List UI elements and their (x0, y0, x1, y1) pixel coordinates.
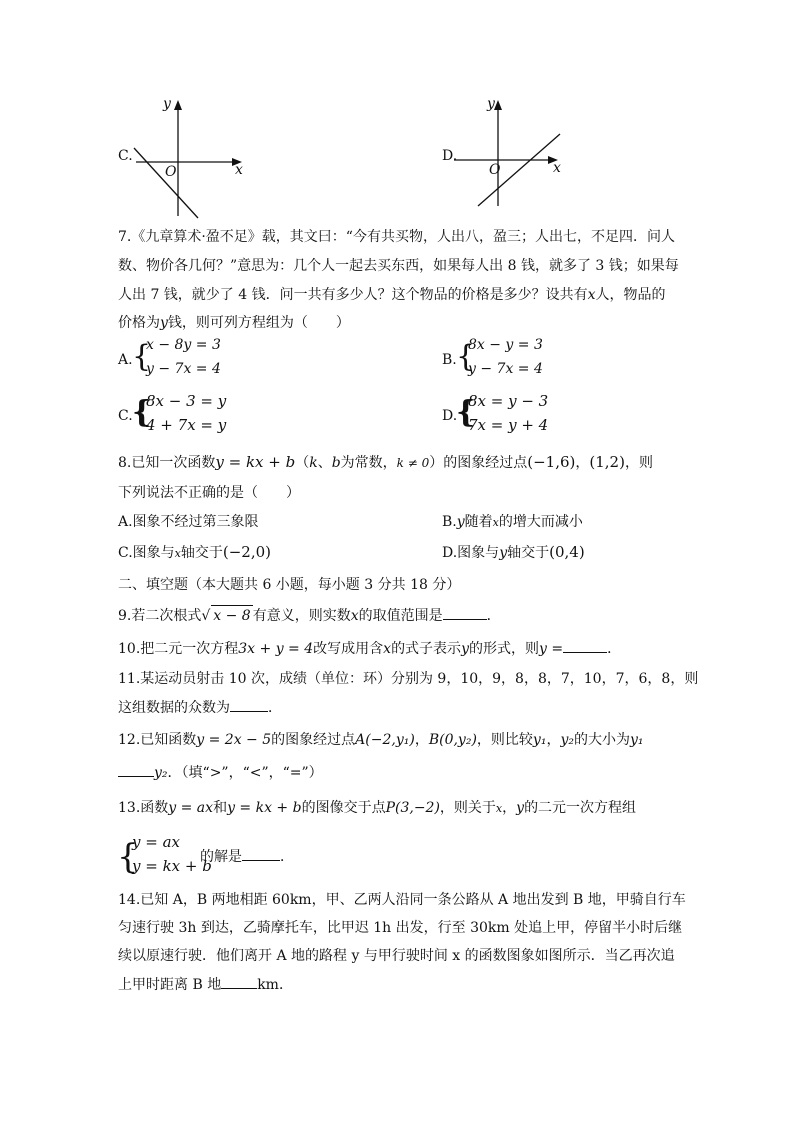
q10-answer-blank[interactable] (563, 638, 607, 653)
q8-option-a: A.图象不经过第三象限 (118, 514, 259, 530)
graph-c-origin: O (165, 164, 177, 180)
q8-line-2: 下列说法不正确的是（ ） (118, 485, 300, 501)
q8-option-b: B.y随着x的增大而减小 (442, 514, 583, 530)
q7-option-b-label: B. (442, 352, 457, 368)
graph-d-y-label: y (487, 96, 495, 112)
q7-option-d-system: 8x = y − 3 7x = y + 4 (468, 392, 549, 434)
q7-line-1: 7.《九章算术·盈不足》载，其文曰：“今有共买物，人出八，盈三；人出七，不足四．问人 (118, 229, 675, 245)
q7-option-c-system: 8x − 3 = y 4 + 7x = y (146, 392, 227, 434)
q7-option-b-system: 8x − y = 3 y − 7x = 4 (468, 337, 543, 377)
q14-line-2: 匀速行驶 3h 到达，乙骑摩托车，比甲迟 1h 出发，行至 30km 处追上甲，停留半小时后继 (118, 920, 683, 936)
q10-line: 10.把二元一次方程3x + y = 4改写成用含x的式子表示y的形式，则y = ． (118, 638, 621, 659)
q12-line-1: 12.已知函数y = 2x − 5的图象经过点A(−2,y₁)，B(0,y₂)，则比较y₁，y₂的大小为y₁ (118, 732, 644, 748)
q13-solution-prompt: 的解是 ． (200, 846, 294, 867)
graph-c-y-label: y (163, 96, 171, 112)
q7-option-d-brace: { (456, 395, 476, 430)
q7-line-3: 人出 7 钱，就少了 4 钱．问一共有多少人？这个物品的价格是多少？设共有x人，物品的 (118, 287, 666, 303)
graph-d-origin: O (489, 162, 501, 178)
q13-line-1: 13.函数y = ax和y = kx + b的图像交于点P(3,−2)，则关于x，y的二元一次方程组 (118, 800, 637, 816)
q7-option-d-label: D. (442, 408, 458, 424)
q7-line-2: 数、物价各几何？”意思为：几个人一起去买东西，如果每人出 8 钱，就多了 3 钱；如果每 (118, 258, 679, 274)
q12-line-2: y₂．（填“>”，“<”，“=”） (118, 762, 323, 783)
q11-line-1: 11.某运动员射击 10 次，成绩（单位：环）分别为 9，10，9，8，8，7，10，7，6，8，则 (118, 671, 699, 687)
q14-line-3: 续以原速行驶．他们离开 A 地的路程 y 与甲行驶时间 x 的函数图象如图所示．当乙再次追 (118, 948, 675, 964)
graph-c-x-label: x (235, 162, 243, 178)
q7-option-a-label: A. (118, 352, 133, 368)
q14-line-4: 上甲时距离 B 地 km． (118, 974, 293, 995)
q14-line-1: 14.已知 A，B 两地相距 60km，甲、乙两人沿同一条公路从 A 地出发到 B 地，甲骑自行车 (118, 892, 686, 908)
graph-d-x-label: x (553, 160, 561, 176)
q7-option-c-brace: { (132, 395, 152, 430)
q7-line-4: 价格为y钱，则可列方程组为（ ） (118, 315, 350, 331)
q7-option-a-system: x − 8y = 3 y − 7x = 4 (146, 337, 221, 377)
graph-option-d (440, 96, 580, 221)
q13-answer-blank[interactable] (242, 846, 280, 861)
q9-answer-blank[interactable] (443, 605, 487, 620)
q8-option-d: D.图象与y轴交于(0,4) (442, 543, 585, 561)
q8-option-c: C.图象与x轴交于(−2,0) (118, 543, 272, 561)
graph-c-label: C. (118, 148, 133, 164)
q7-option-b-brace: { (456, 339, 476, 374)
q11-answer-blank[interactable] (230, 697, 268, 712)
q12-answer-blank[interactable] (118, 762, 154, 777)
graph-option-c (118, 96, 258, 221)
q7-option-a-brace: { (132, 339, 152, 374)
q9-line: 9.若二次根式√ x − 8 有意义，则实数x的取值范围是 ． (118, 605, 501, 626)
q13-system-brace: { (117, 837, 139, 877)
q11-line-2: 这组数据的众数为 ． (118, 697, 282, 718)
q7-option-c-label: C. (118, 408, 133, 424)
q8-line-1: 8.已知一次函数y = kx + b（k、b为常数，k ≠ 0）的图象经过点(−1,6)，(1,2)，则 (118, 453, 653, 471)
q14-answer-blank[interactable] (221, 974, 257, 989)
section-2-heading: 二、填空题（本大题共 6 小题，每小题 3 分共 18 分） (118, 577, 461, 593)
graph-d-label: D. (442, 148, 458, 164)
sqrt-sign: √ (201, 608, 211, 624)
q13-system: y = ax y = kx + b (132, 833, 212, 875)
